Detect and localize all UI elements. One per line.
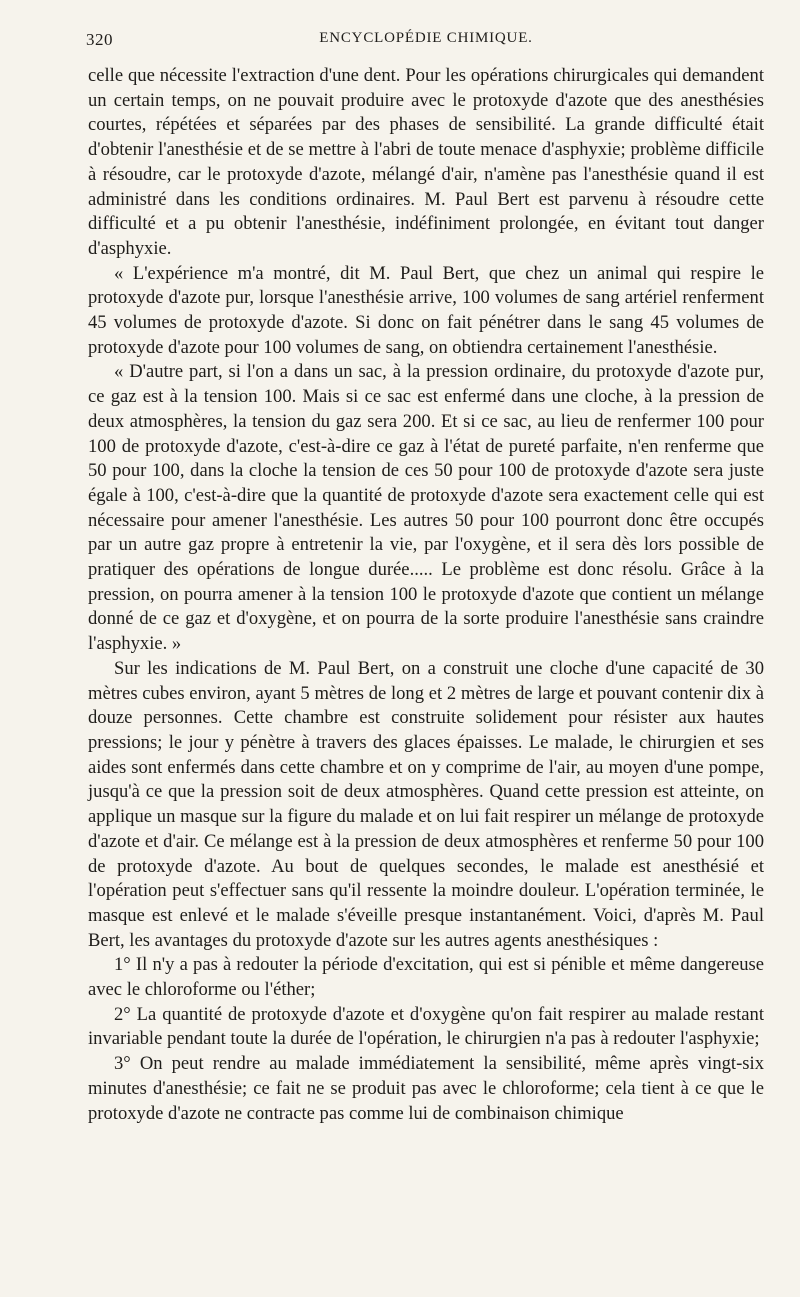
body-text bbox=[88, 64, 764, 1126]
list-item-advantage-3: 3° On peut rendre au malade immédiatement la sensibilité, même après vingt-six minutes d'anesthésie; ce fait ne se produit pas avec le chloroforme; cela tient à ce que le protoxyde d'azote ne contracte pas comme lui de combinaison chimique bbox=[88, 1053, 764, 1124]
running-title: ENCYCLOPÉDIE CHIMIQUE. bbox=[319, 30, 533, 46]
paragraph-quote-1: « L'expérience m'a montré, dit M. Paul Bert, que chez un animal qui respire le protoxyde d'azote pur, lorsque l'anesthésie arrive, 100 volumes de sang artériel renferment 45 volumes de protoxyde d'azote. Si donc on fait pénétrer dans le sang 45 volumes de protoxyde d'azote pour 100 volumes de sang, on obtiendra certainement l'anesthésie. bbox=[88, 262, 764, 358]
page-header bbox=[86, 30, 766, 56]
paragraph-continuation: celle que nécessite l'extraction d'une dent. Pour les opérations chirurgicales qui demandent un certain temps, on ne pouvait produire avec le protoxyde d'azote que des anesthésies courtes, répétées et séparées par des phases de sensibilité. La grande difficulté était d'obtenir l'anesthésie et de se mettre à l'abri de toute menace d'asphyxie; problème difficile à résoudre, car le protoxyde d'azote, mélangé d'air, n'amène pas l'anesthésie quand il est administré dans les conditions ordinaires. M. Paul Bert est parvenu à résoudre cette difficulté et a pu obtenir l'anesthésie, indéfiniment prolongée, en évitant tout danger d'asphyxie. bbox=[88, 65, 764, 259]
paragraph-cloche: Sur les indications de M. Paul Bert, on a construit une cloche d'une capacité de 30 mètres cubes environ, ayant 5 mètres de long et 2 mètres de large et pouvant contenir dix à douze personnes. Cette chambre est construite solidement pour résister aux hautes pressions; le jour y pénètre à travers des glaces épaisses. Le malade, le chirurgien et ses aides sont enfermés dans cette chambre et on y comprime de l'air, au moyen d'une pompe, jusqu'à ce que la pression soit de deux atmosphères. Quand cette pression est atteinte, on applique un masque sur la figure du malade et on lui fait respirer un mélange de protoxyde d'azote et d'air. Ce mélange est à la pression de deux atmosphères et renferme 50 pour 100 de protoxyde d'azote. Au bout de quelques secondes, le malade est anesthésié et l'opération peut s'effectuer sans qu'il ressente la moindre douleur. L'opération terminée, le masque est enlevé et le malade s'éveille presque instantanément. Voici, d'après M. Paul Bert, les avantages du protoxyde d'azote sur les autres agents anesthésiques : bbox=[88, 657, 764, 951]
list-item-advantage-1: 1° Il n'y a pas à redouter la période d'excitation, qui est si pénible et même dangereuse avec le chloroforme ou l'éther; bbox=[88, 954, 764, 1001]
paragraph-quote-2: « D'autre part, si l'on a dans un sac, à la pression ordinaire, du protoxyde d'azote pur, ce gaz est à la tension 100. Mais si ce sac est enfermé dans une cloche, à la pression de deux atmosphères, la tension du gaz sera 200. Et si ce sac, au lieu de renfermer 100 pour 100 de protoxyde d'azote, c'est-à-dire ce gaz à l'état de pureté parfaite, n'en renferme que 50 pour 100, dans la cloche la tension de ces 50 pour 100 de protoxyde d'azote sera juste égale à 100, c'est-à-dire que la quantité de protoxyde d'azote sera exactement celle qui est nécessaire pour amener l'anesthésie. Les autres 50 pour 100 pourront donc être occupés par un autre gaz propre à entretenir la vie, par l'oxygène, et il sera dès lors possible de pratiquer des opérations de longue durée..... Le problème est donc résolu. Grâce à la pression, on pourra amener à la tension 100 le protoxyde d'azote que contient un mélange donné de ce gaz et d'oxygène, et on pourra de la sorte produire l'anesthésie sans craindre l'asphyxie. » bbox=[88, 361, 764, 655]
list-item-advantage-2: 2° La quantité de protoxyde d'azote et d'oxygène qu'on fait respirer au malade restant invariable pendant toute la durée de l'opération, le chirurgien n'a pas à redouter l'asphyxie; bbox=[88, 1003, 764, 1050]
page-number: 320 bbox=[86, 30, 113, 49]
